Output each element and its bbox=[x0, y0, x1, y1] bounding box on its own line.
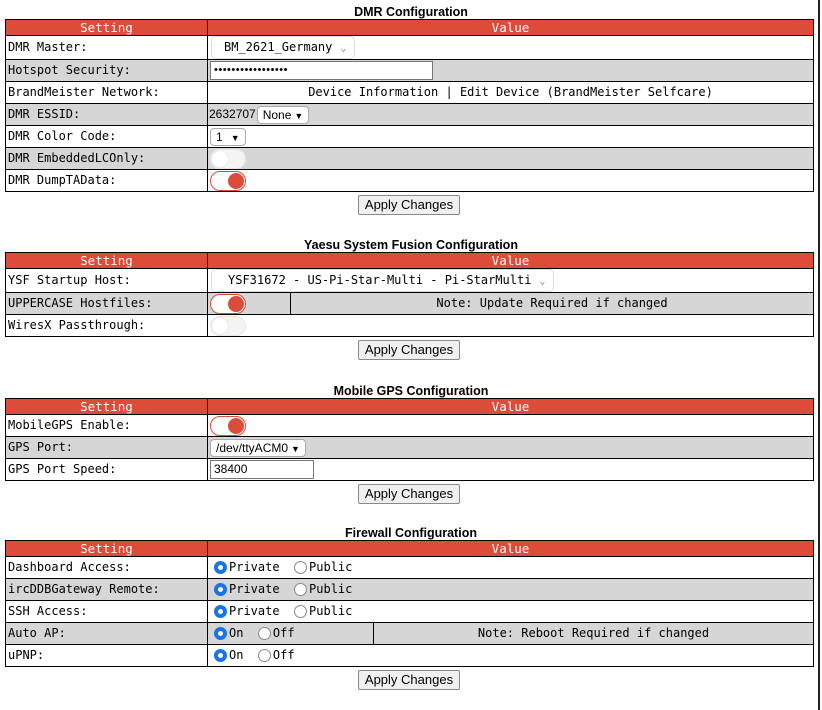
window-edge bbox=[818, 0, 820, 710]
ysf-startup-host-select[interactable] bbox=[211, 269, 554, 292]
row-label: GPS Port Speed: bbox=[6, 459, 208, 481]
select-value: None bbox=[262, 107, 292, 122]
table-row bbox=[6, 148, 814, 170]
wiresx-passthrough-toggle[interactable] bbox=[210, 316, 246, 336]
setting-header: Setting bbox=[6, 399, 208, 415]
toggle-knob bbox=[228, 418, 244, 434]
dashboard-public-radio[interactable] bbox=[294, 561, 307, 574]
row-label: WiresX Passthrough: bbox=[6, 315, 208, 337]
essid-prefix: 2632707 bbox=[209, 107, 256, 121]
autoap-off-radio[interactable] bbox=[258, 627, 271, 640]
row-label: uPNP: bbox=[6, 645, 208, 667]
dmr-config-table bbox=[5, 19, 814, 192]
row-label: Dashboard Access: bbox=[6, 557, 208, 579]
link-separator: | bbox=[445, 85, 453, 99]
row-label: YSF Startup Host: bbox=[6, 269, 208, 293]
firewall-config-section bbox=[5, 526, 813, 690]
ircddb-public-radio[interactable] bbox=[294, 583, 307, 596]
uppercase-hostfiles-toggle[interactable] bbox=[210, 294, 246, 314]
chevron-down-icon: ⌄ bbox=[539, 276, 546, 287]
table-row bbox=[6, 415, 814, 437]
select-value: /dev/ttyACM0 bbox=[216, 440, 289, 455]
section-title: Mobile GPS Configuration bbox=[333, 384, 489, 398]
radio-label: Off bbox=[272, 626, 295, 640]
table-row bbox=[6, 293, 814, 315]
table-row bbox=[6, 269, 814, 293]
dmr-master-select[interactable] bbox=[211, 36, 355, 59]
dashboard-private-radio[interactable] bbox=[214, 561, 227, 574]
ssh-public-radio[interactable] bbox=[294, 605, 307, 618]
radio-label: On bbox=[229, 626, 244, 640]
chevron-down-icon: ▼ bbox=[291, 443, 300, 454]
value-header: Value bbox=[208, 20, 814, 36]
table-row bbox=[6, 126, 814, 148]
edit-device-link[interactable]: Edit Device (BrandMeister Selfcare) bbox=[459, 85, 713, 99]
gps-config-table bbox=[5, 398, 814, 481]
apply-changes-button[interactable]: Apply Changes bbox=[358, 670, 460, 690]
radio-label: Off bbox=[272, 648, 295, 662]
section-title: DMR Configuration bbox=[354, 5, 468, 19]
radio-label: Private bbox=[229, 604, 280, 618]
chevron-down-icon: ▼ bbox=[294, 110, 304, 121]
radio-label: Private bbox=[229, 582, 280, 596]
row-label: DMR DumpTAData: bbox=[6, 170, 208, 192]
apply-changes-button[interactable]: Apply Changes bbox=[358, 195, 460, 215]
row-label: GPS Port: bbox=[6, 437, 208, 459]
table-row bbox=[6, 104, 814, 126]
table-row bbox=[6, 459, 814, 481]
device-information-link[interactable]: Device Information bbox=[308, 85, 439, 99]
toggle-knob bbox=[228, 173, 244, 189]
table-row bbox=[6, 60, 814, 82]
mobilegps-enable-toggle[interactable] bbox=[210, 416, 246, 436]
dmr-dumptadata-toggle[interactable] bbox=[210, 171, 246, 191]
ysf-config-section bbox=[5, 238, 813, 360]
row-label: SSH Access: bbox=[6, 601, 208, 623]
upnp-off-radio[interactable] bbox=[258, 649, 271, 662]
radio-label: Private bbox=[229, 560, 280, 574]
select-value: 1 bbox=[216, 129, 223, 144]
toggle-knob bbox=[212, 151, 228, 167]
select-value: BM_2621_Germany bbox=[224, 40, 333, 54]
ssh-private-radio[interactable] bbox=[214, 605, 227, 618]
table-row bbox=[6, 623, 814, 645]
value-header: Value bbox=[208, 253, 814, 269]
gps-port-speed-input[interactable]: 38400 bbox=[210, 460, 314, 479]
table-row bbox=[6, 315, 814, 337]
row-label: Auto AP: bbox=[6, 623, 208, 645]
dmr-essid-select[interactable] bbox=[257, 106, 310, 124]
table-row bbox=[6, 601, 814, 623]
row-label: BrandMeister Network: bbox=[6, 82, 208, 104]
reboot-note: Note: Reboot Required if changed bbox=[374, 623, 814, 645]
chevron-down-icon: ▼ bbox=[230, 132, 240, 143]
table-row bbox=[6, 579, 814, 601]
select-value: YSF31672 - US-Pi-Star-Multi - Pi-StarMulti bbox=[228, 273, 532, 287]
value-header: Value bbox=[208, 541, 814, 557]
table-row bbox=[6, 437, 814, 459]
row-label: DMR Master: bbox=[6, 36, 208, 60]
row-label: DMR ESSID: bbox=[6, 104, 208, 126]
update-note: Note: Update Required if changed bbox=[291, 293, 814, 315]
gps-config-section bbox=[5, 384, 813, 504]
row-label: DMR Color Code: bbox=[6, 126, 208, 148]
upnp-on-radio[interactable] bbox=[214, 649, 227, 662]
firewall-config-table bbox=[5, 540, 814, 667]
autoap-on-radio[interactable] bbox=[214, 627, 227, 640]
row-label: DMR EmbeddedLCOnly: bbox=[6, 148, 208, 170]
toggle-knob bbox=[212, 318, 228, 334]
setting-header: Setting bbox=[6, 541, 208, 557]
hotspot-security-input[interactable]: ••••••••••••••••• bbox=[210, 61, 433, 80]
dmr-embeddedlconly-toggle[interactable] bbox=[210, 149, 246, 169]
apply-changes-button[interactable]: Apply Changes bbox=[358, 340, 460, 360]
table-row bbox=[6, 557, 814, 579]
radio-label: On bbox=[229, 648, 244, 662]
dmr-color-code-select[interactable] bbox=[210, 128, 246, 146]
apply-changes-button[interactable]: Apply Changes bbox=[358, 484, 460, 504]
setting-header: Setting bbox=[6, 20, 208, 36]
toggle-knob bbox=[228, 296, 244, 312]
section-title: Firewall Configuration bbox=[345, 526, 477, 540]
row-label: Hotspot Security: bbox=[6, 60, 208, 82]
value-header: Value bbox=[208, 399, 814, 415]
chevron-down-icon: ⌄ bbox=[340, 43, 347, 54]
section-title: Yaesu System Fusion Configuration bbox=[304, 238, 518, 252]
table-row bbox=[6, 82, 814, 104]
setting-header: Setting bbox=[6, 253, 208, 269]
ircddb-private-radio[interactable] bbox=[214, 583, 227, 596]
table-row bbox=[6, 645, 814, 667]
radio-label: Public bbox=[309, 604, 353, 618]
radio-label: Public bbox=[309, 582, 353, 596]
ysf-config-table bbox=[5, 252, 814, 337]
radio-label: Public bbox=[309, 560, 353, 574]
table-row bbox=[6, 170, 814, 192]
gps-port-select[interactable] bbox=[210, 439, 306, 457]
row-label: UPPERCASE Hostfiles: bbox=[6, 293, 208, 315]
table-row bbox=[6, 36, 814, 60]
row-label: MobileGPS Enable: bbox=[6, 415, 208, 437]
dmr-config-section bbox=[5, 5, 813, 215]
row-label: ircDDBGateway Remote: bbox=[6, 579, 208, 601]
